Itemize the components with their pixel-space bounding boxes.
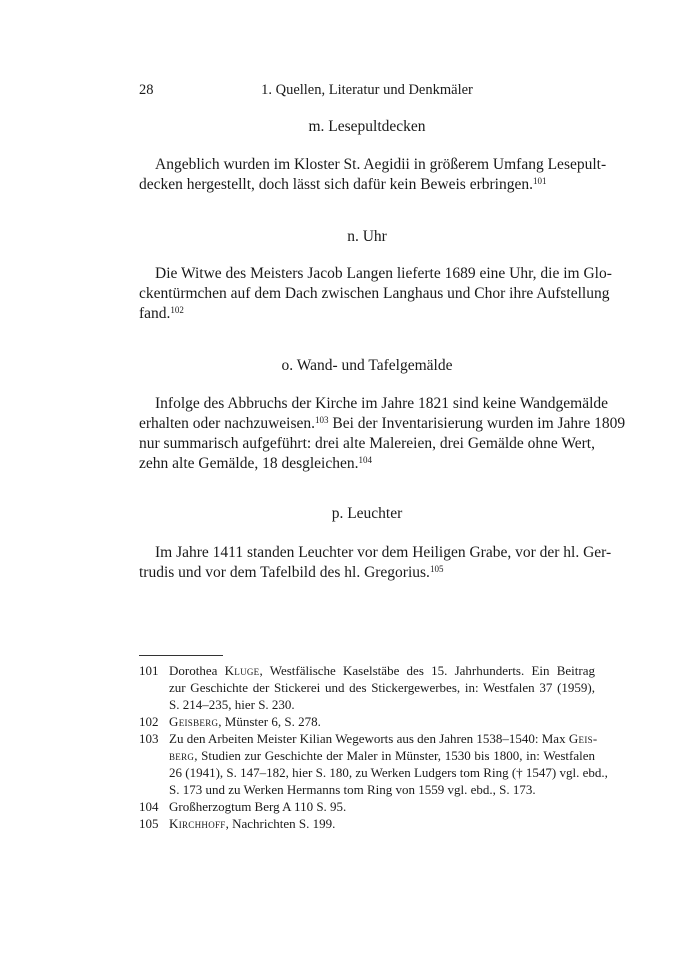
running-head [139,82,595,102]
footnote-101 [139,662,595,713]
footnote-105 [139,815,595,832]
footnote-line: Dorothea Kluge, Westfälische Kaselstäbe des 15. Jahrhunderts. Ein Beitrag [169,663,595,678]
section-heading-lesepultdecken: m. Lesepultdecken [308,118,426,135]
footnote-line: S. 214–235, hier S. 230. [169,697,295,712]
paragraph-wand-und-tafelgemaelde [139,394,626,474]
footnote-line: Zu den Arbeiten Meister Kilian Wegeworts aus den Jahren 1538–1540: Max Geis- [169,731,598,746]
running-title: 1. Quellen, Literatur und Denkmäler [261,82,473,98]
footnote-number: 104 [139,799,159,814]
author-name: Kluge [224,663,260,678]
section-heading-leuchter: p. Leuchter [331,505,403,522]
text-line: Angeblich wurden im Kloster St. Aegidii in größerem Umfang Lesepult- [155,156,607,173]
footnote-line: zur Geschichte der Stickerei und des Stickergewerbes, in: Westfalen 37 (1959), [169,680,595,695]
footnote-line: berg, Studien zur Geschichte der Maler in Münster, 1530 bis 1800, in: Westfalen [169,748,595,763]
footnote-number: 101 [139,663,159,678]
footnote-number: 105 [139,816,159,831]
footnote-103 [139,730,608,798]
text-line: Die Witwe des Meisters Jacob Langen lieferte 1689 eine Uhr, die im Glo- [155,265,612,282]
footnote-number: 103 [139,731,159,746]
text-line: nur summarisch aufgeführt: drei alte Malereien, drei Gemälde ohne Wert, [139,435,595,452]
text-line: zehn alte Gemälde, 18 desgleichen.$^{104}$ [139,455,372,472]
footnote-ref[interactable]: 104 [358,455,372,465]
footnote-line: 26 (1941), S. 147–182, hier S. 180, zu Werken Ludgers tom Ring († 1547) vgl. ebd., [169,765,608,780]
author-name: Kirchhoff [169,816,226,831]
text-line: erhalten oder nachzuweisen.$^{103}$ Bei der Inventarisierung wurden im Jahre 1809 [139,415,626,432]
author-name: Geisberg [169,714,219,729]
footnote-ref[interactable]: 105 [429,564,444,574]
page-number: 28 [139,82,154,98]
footnote-ref[interactable]: 103 [315,415,329,425]
text-line: Infolge des Abbruchs der Kirche im Jahre 1821 sind keine Wandgemälde [155,395,609,412]
paragraph-lesepultdecken [139,155,607,195]
footnote-104 [139,798,595,815]
text-line: fand.$^{102}$ [139,305,184,322]
footnote-ref[interactable]: 102 [170,305,184,315]
author-name: Geis- [568,731,598,746]
footnote-line: Großherzogtum Berg A 110 S. 95. [169,799,347,814]
section-heading-uhr: n. Uhr [347,228,387,245]
paragraph-leuchter [139,543,612,583]
footnote-divider [139,655,223,656]
footnote-102 [139,713,595,730]
footnote-line: Kirchhoff, Nachrichten S. 199. [169,816,336,831]
text-line: ckentürmchen auf dem Dach zwischen Langhaus und Chor ihre Aufstellung [139,285,610,302]
footnote-ref[interactable]: 101 [532,176,547,186]
section-heading-wand-und-tafelgemaelde: o. Wand- und Tafelgemälde [281,357,453,374]
text-line: Im Jahre 1411 standen Leuchter vor dem Heiligen Grabe, vor der hl. Ger- [155,544,612,561]
footnote-line: S. 173 und zu Werken Hermanns tom Ring von 1559 vgl. ebd., S. 173. [169,782,536,797]
text-line: decken hergestellt, doch lässt sich dafür kein Beweis erbringen.$^{101}$ [139,176,547,193]
paragraph-uhr [139,264,612,324]
footnotes [139,662,608,832]
text-line: trudis und vor dem Tafelbild des hl. Gregorius.$^{105}$ [139,564,444,581]
author-name: berg [169,748,195,763]
footnote-number: 102 [139,714,159,729]
footnote-line: Geisberg, Münster 6, S. 278. [169,714,321,729]
